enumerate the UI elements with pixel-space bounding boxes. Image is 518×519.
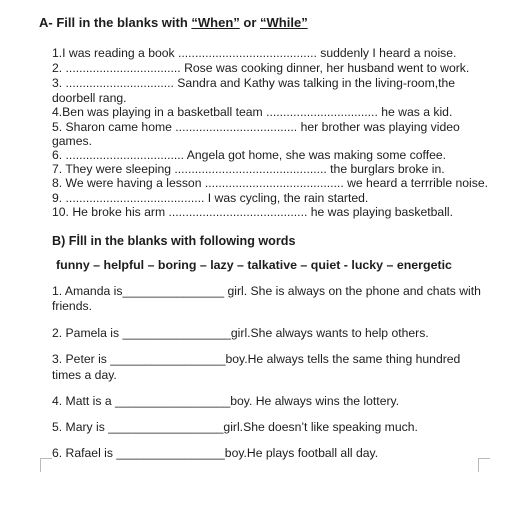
exercise-a-line: 10. He broke his arm ......................................... he was playing basketball. (52, 205, 453, 219)
section-a-title-or: or (239, 15, 261, 30)
exercise-b-line: friends. (52, 299, 92, 313)
section-b-title: B) Fİll in the blanks with following words (52, 234, 296, 248)
exercise-a-line: doorbell rang. (52, 91, 127, 105)
exercise-b-line: 2. Pamela is ________________girl.She always wants to help others. (52, 326, 429, 340)
crop-mark-left-vertical (40, 458, 41, 472)
exercise-b-line: 4. Matt is a _________________boy. He always wins the lottery. (52, 394, 400, 408)
section-a-title-prefix: A- Fill in the blanks with (39, 15, 192, 30)
exercise-a-line: 7. They were sleeping ............................................. the burglars broke in. (52, 162, 445, 176)
exercise-a-line: 2. .................................. Rose was cooking dinner, her husband went to work. (52, 61, 470, 75)
section-a-title (39, 15, 308, 30)
exercise-a-line: 8. We were having a lesson ......................................... we heard a terrrible noise. (52, 176, 489, 190)
exercise-a-line: 6. ................................... Angela got home, she was making some coffee. (52, 148, 447, 162)
exercise-b-line: 5. Mary is _________________girl.She doesn’t like speaking much. (52, 420, 418, 434)
exercise-a-line: 3. ................................ Sandra and Kathy was talking in the living-room,the (52, 76, 456, 90)
crop-mark-left (40, 458, 52, 467)
crop-mark-right-vertical (478, 458, 479, 472)
section-a-title-while: “While” (260, 15, 308, 30)
crop-mark-right (478, 458, 490, 459)
exercise-a-line: 5. Sharon came home .................................... her brother was playing video (52, 120, 460, 134)
exercise-a-line: 1.I was reading a book ......................................... suddenly I heard a noise. (52, 46, 457, 60)
exercise-b-line: 6. Rafael is ________________boy.He plays football all day. (52, 446, 379, 460)
exercise-a-line: games. (52, 134, 92, 148)
section-a-title-when: “When” (191, 15, 240, 30)
exercise-b-line: 3. Peter is _________________boy.He always tells the same thing hundred (52, 352, 461, 366)
exercise-b-line: times a day. (52, 368, 117, 382)
exercise-a-line: 9. ......................................... I was cycling, the rain started. (52, 191, 369, 205)
exercise-b-line: 1. Amanda is_______________ girl. She is always on the phone and chats with (52, 284, 481, 298)
exercise-a-line: 4.Ben was playing in a basketball team ................................. he was a kid. (52, 105, 453, 119)
word-bank: funny – helpful – boring – lazy – talkative – quiet - lucky – energetic (56, 258, 452, 272)
